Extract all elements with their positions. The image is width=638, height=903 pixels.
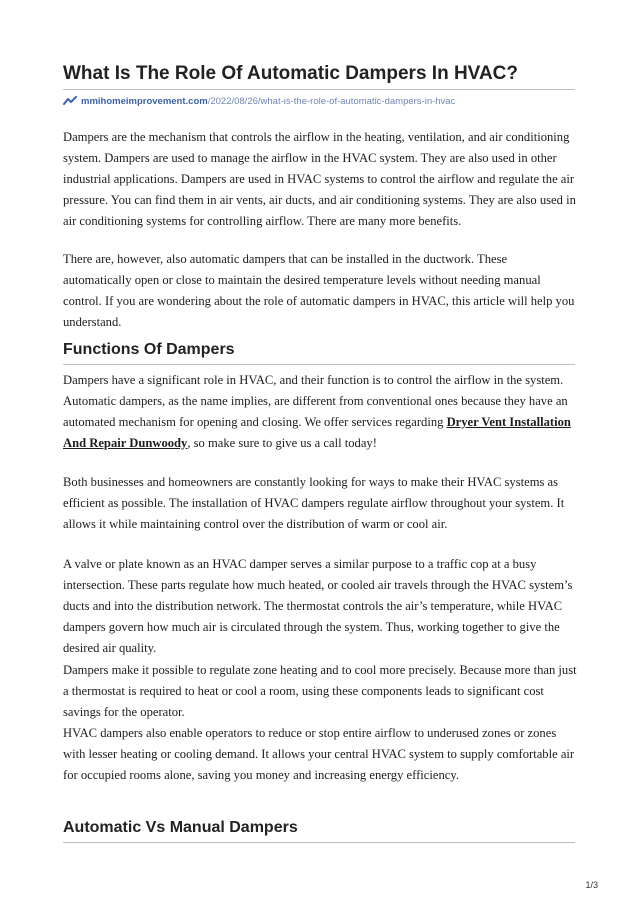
page-number: 1/3 — [585, 880, 598, 890]
functions-paragraph-2: Both businesses and homeowners are constantly looking for ways to make their HVAC systems as efficient as possible. The installation of HVAC dampers regulate airflow throughout your system. It allows it while maintaining control over the distribution of warm or cool air. — [63, 475, 565, 531]
page-title: What Is The Role Of Automatic Dampers In HVAC? — [63, 63, 518, 84]
dryer-vent-link[interactable]: Dryer Vent Installation And Repair Dunwoody — [63, 415, 571, 450]
section-divider — [63, 364, 575, 365]
section-divider — [63, 842, 575, 843]
functions-paragraph-5: HVAC dampers also enable operators to reduce or stop entire airflow to underused zones or zones with lesser heating or cooling demand. It allows your central HVAC system to supply comfortable air for occupied rooms alone, saving you money and increasing energy efficiency. — [63, 726, 575, 782]
functions-paragraph-1-text: Dampers have a significant role in HVAC, and their function is to control the airflow in the system. Automatic dampers, as the name implies, are different from conventional ones because they have an automated mechanism for opening and closing. We offer services regarding — [63, 373, 568, 429]
source-path[interactable]: /2022/08/26/what-is-the-role-of-automatic-dampers-in-hvac — [207, 96, 456, 107]
section-heading-functions: Functions Of Dampers — [63, 341, 235, 358]
source-domain[interactable]: mmihomeimprovement.com — [81, 96, 208, 107]
source-url[interactable] — [81, 96, 455, 107]
functions-paragraph-1-tail: , so make sure to give us a call today! — [187, 436, 377, 450]
source-link[interactable] — [63, 95, 575, 109]
functions-paragraph-4: Dampers make it possible to regulate zone heating and to cool more precisely. Because more than just a thermostat is required to heat or cool a room, using these components leads to significant cost savings for the operator. — [63, 663, 577, 719]
functions-paragraph-1 — [63, 370, 577, 454]
intro-paragraph-2: There are, however, also automatic dampers that can be installed in the ductwork. These automatically open or close to maintain the desired temperature levels without needing manual control. If you are wondering about the role of automatic dampers in HVAC, this article will help you understand. — [63, 252, 575, 329]
functions-paragraph-3: A valve or plate known as an HVAC damper serves a similar purpose to a traffic cop at a busy intersection. These parts regulate how much heated, or cooled air travels through the HVAC system’s ducts and into the distribution network. The thermostat controls the air’s temperature, while HVAC dampers govern how much air is circulated through the system. Thus, working together to give the desired air quality. — [63, 557, 573, 655]
intro-paragraph-1: Dampers are the mechanism that controls the airflow in the heating, ventilation, and air conditioning system. Dampers are used to manage the airflow in the HVAC system. They are also used in other industrial applications. Dampers are used in HVAC systems to control the airflow and regulate the air pressure. You can find them in air vents, air ducts, and air conditioning systems. They are also used in air conditioning systems for controlling airflow. There are many more benefits. — [63, 130, 576, 228]
section-heading-automatic-vs-manual: Automatic Vs Manual Dampers — [63, 819, 298, 836]
title-divider — [63, 89, 575, 90]
link-icon — [63, 96, 77, 106]
